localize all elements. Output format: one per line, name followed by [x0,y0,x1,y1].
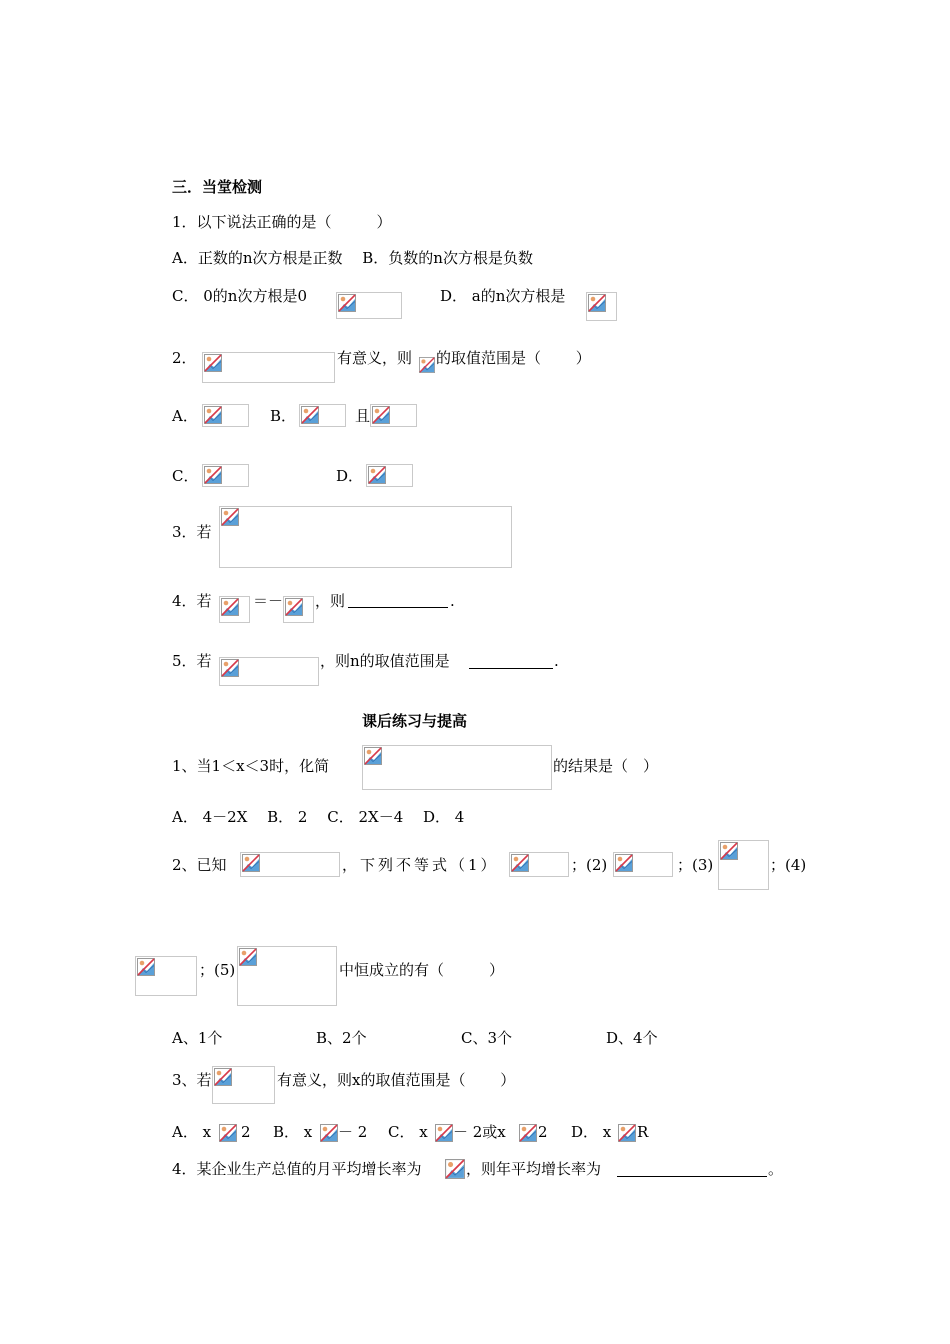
section-title: 三．当堂检测 [172,178,263,196]
question-5-text: ，则n的取值范围是 [320,652,450,670]
exercise-3: 3、若 [172,1071,212,1089]
exercise-3-option-b: B． x [273,1123,313,1141]
question-1: 1．以下说法正确的是（ ） [172,213,392,231]
section-title: 课后练习与提高 [362,712,468,730]
broken-image-icon [362,745,552,790]
question-5-period: . [554,652,559,670]
broken-image-icon [613,852,673,877]
broken-image-icon [718,840,769,890]
exercise-4: 4．某企业生产总值的月平均增长率为 [172,1160,422,1178]
exercise-3-option-c-value-2: 2 [538,1123,548,1141]
answer-blank [469,668,553,669]
exercise-3-text: 有意义，则x的取值范围是（ ） [277,1071,516,1089]
exercise-1-options: A． 4－2X B． 2 C． 2X－4 D． 4 [172,808,465,826]
broken-image-icon [240,852,340,877]
exercise-1: 1、当1＜x＜3时，化简 [172,757,330,775]
exercise-2-sep-5: ；(5) [199,961,236,979]
exercise-2-sep-2: ；(2) [571,856,608,874]
question-4-period: . [450,592,455,610]
exercise-2: 2、已知 [172,856,227,874]
question-1-option-d: D． a的n次方根是 [440,287,566,305]
question-1-option-c: C． 0的n次方根是0 [172,287,307,305]
question-4: 4．若 [172,592,212,610]
broken-image-icon [320,1124,338,1144]
broken-image-icon [219,1124,237,1144]
broken-image-icon [219,596,250,623]
answer-blank [617,1176,767,1177]
broken-image-icon [219,506,512,568]
broken-image-icon [212,1066,275,1104]
exercise-3-option-a-value: 2 [241,1123,251,1141]
question-2-and: 且 [355,407,371,425]
question-2-option-d: D． [336,467,364,485]
broken-image-icon [135,956,197,996]
question-2-text: 有意义，则 [337,349,413,367]
exercise-4-text: ，则年平均增长率为 [466,1160,602,1178]
broken-image-icon [202,404,249,427]
question-3: 3．若 [172,523,212,541]
exercise-3-option-b-value: － 2 [338,1123,368,1141]
exercise-2-option-b: B、2个 [316,1029,367,1047]
exercise-3-option-d: D． x [571,1123,612,1141]
question-5: 5．若 [172,652,212,670]
broken-image-icon [519,1124,537,1144]
exercise-3-option-c: C． x [388,1123,428,1141]
broken-image-icon [445,1159,465,1181]
exercise-2-sep-4: ；(4) [770,856,807,874]
exercise-3-option-d-value: R [637,1123,649,1141]
broken-image-icon [219,657,319,686]
exercise-2-option-c: C、3个 [461,1029,513,1047]
broken-image-icon [299,404,346,427]
broken-image-icon [336,292,402,319]
question-2-number: 2． [172,349,197,367]
broken-image-icon [202,352,335,383]
question-4-text-end: ，则 [315,592,346,610]
exercise-2-option-d: D、4个 [606,1029,658,1047]
exercise-2-sep-3: ；(3) [677,856,714,874]
exercise-4-period: 。 [768,1160,784,1178]
broken-image-icon [202,464,249,487]
broken-image-icon [366,464,413,487]
broken-image-icon [283,596,314,623]
question-2-option-b: B． [270,407,297,425]
exercise-3-option-a: A． x [172,1123,212,1141]
broken-image-icon [618,1124,636,1144]
exercise-1-text-end: 的结果是（ ） [553,757,659,775]
question-2-text-end: 的取值范围是（ ） [436,349,591,367]
question-4-text: ＝－ [253,592,284,610]
broken-image-icon [370,404,417,427]
broken-image-icon [435,1124,453,1144]
question-2-option-c: C． [172,467,199,485]
broken-image-icon [237,946,337,1006]
exercise-2-option-a: A、1个 [172,1029,223,1047]
broken-image-icon [419,357,435,375]
broken-image-icon [586,292,617,321]
exercise-3-option-c-value: － 2或x [453,1123,506,1141]
exercise-2-text: ，下列不等式（1） [342,856,499,874]
question-2-option-a: A． [172,407,198,425]
exercise-2-text-end: 中恒成立的有（ ） [339,961,505,979]
broken-image-icon [509,852,569,877]
answer-blank [348,607,448,608]
question-1-options-ab: A．正数的n次方根是正数 B．负数的n次方根是负数 [172,249,533,267]
